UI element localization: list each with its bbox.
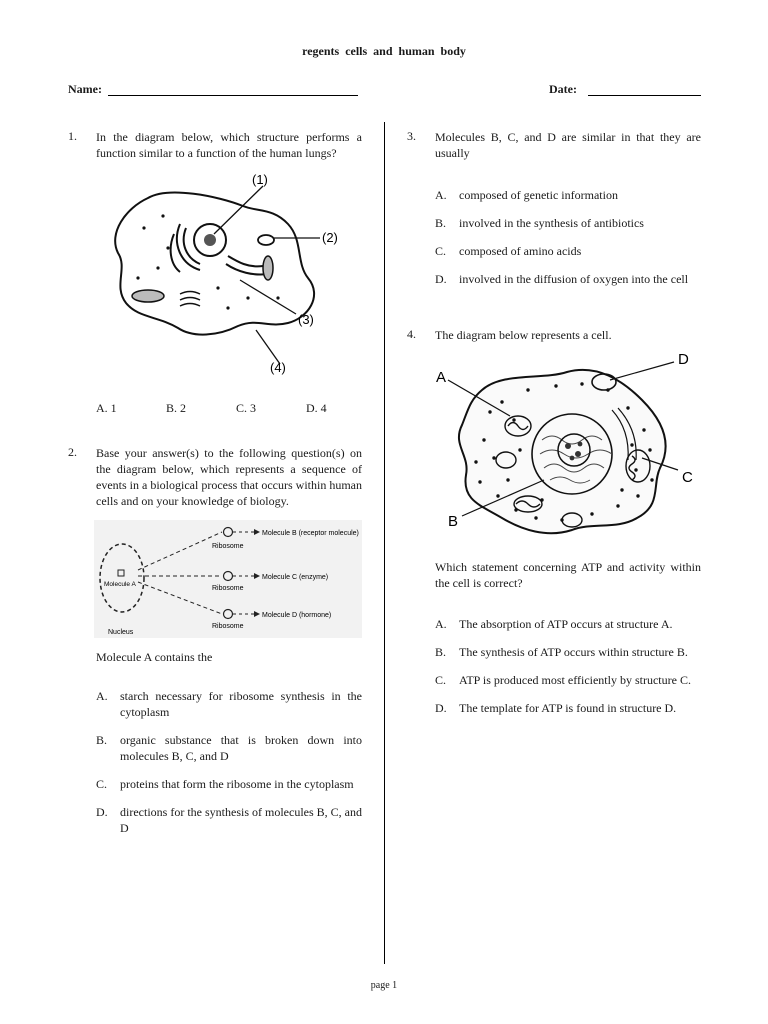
q3-text: Molecules B, C, and D are similar in that they are usually	[435, 130, 701, 160]
q3-option-b-text: involved in the synthesis of antibiotics	[459, 216, 644, 230]
q4-option-b[interactable]	[435, 644, 701, 660]
q4-text: The diagram below represents a cell.	[435, 328, 612, 342]
q4-option-d-letter: D.	[435, 701, 447, 715]
q1-choice-b[interactable]: B. 2	[166, 401, 187, 415]
q3-option-d-text: involved in the diffusion of oxygen into the cell	[459, 272, 689, 286]
q3-option-a-text: composed of genetic information	[459, 188, 618, 202]
molecule-b-label: Molecule B (receptor molecule)	[262, 530, 359, 537]
q2-option-c[interactable]	[96, 776, 362, 792]
q4-cell-diagram	[432, 350, 702, 540]
q2-option-d[interactable]	[96, 804, 362, 836]
q3-option-c-text: composed of amino acids	[459, 244, 582, 258]
q1-label-4: (4)	[270, 360, 286, 375]
q2-number: 2.	[68, 445, 77, 459]
q4-label-c: C	[682, 469, 693, 486]
q1-number: 1.	[68, 129, 77, 143]
q3-number: 3.	[407, 129, 416, 143]
q2-option-a-text: starch necessary for ribosome synthesis in the cytoplasm	[120, 689, 362, 719]
q1-choice-c[interactable]: C. 3	[236, 401, 257, 415]
molecule-a-label: Molecule A	[104, 581, 136, 588]
q1-text: In the diagram below, which structure performs a function similar to a function of the human lungs?	[96, 130, 362, 160]
q1-cell-diagram	[108, 168, 358, 383]
molecule-c-label: Molecule C (enzyme)	[262, 574, 329, 581]
page-number: page 1	[370, 980, 398, 991]
q2-option-a[interactable]	[96, 688, 362, 720]
q2-stem: Molecule A contains the	[96, 650, 213, 664]
q3-option-d-letter: D.	[435, 272, 447, 286]
q4-label-d: D	[678, 351, 689, 368]
q4-option-a[interactable]	[435, 616, 701, 632]
q2-option-d-letter: D.	[96, 805, 108, 819]
q2-option-b-letter: B.	[96, 733, 108, 747]
q4-stem: Which statement concerning ATP and activity within the cell is correct?	[435, 560, 701, 590]
q1-label-3: (3)	[298, 312, 314, 327]
q1-label-1: (1)	[252, 172, 268, 187]
name-label: Name:	[68, 82, 102, 96]
q1-choice-d[interactable]: D. 4	[306, 401, 327, 415]
q4-option-c-letter: C.	[435, 673, 447, 687]
q2-text: Base your answer(s) to the following question(s) on the diagram below, which represents a sequence of events in a biological process that occurs within human cells and on your knowledge of biology.	[96, 446, 362, 508]
q3-option-c-letter: C.	[435, 244, 447, 258]
q2-options	[96, 688, 362, 836]
q3-options	[435, 187, 701, 287]
q4-option-d-text: The template for ATP is found in structure D.	[459, 701, 677, 715]
q4-option-d[interactable]	[435, 700, 701, 716]
q4-option-c[interactable]	[435, 672, 701, 688]
q2-option-c-letter: C.	[96, 777, 108, 791]
q3-option-a-letter: A.	[435, 188, 447, 202]
ribosome-label-2: Ribosome	[212, 585, 244, 592]
q4-option-c-text: ATP is produced most efficiently by structure C.	[459, 673, 691, 687]
q3-option-b[interactable]	[435, 215, 701, 231]
q2-option-c-text: proteins that form the ribosome in the cytoplasm	[120, 777, 354, 791]
ribosome-label-3: Ribosome	[212, 623, 244, 630]
q2-protein-synthesis-diagram	[94, 520, 362, 638]
q2-option-b[interactable]	[96, 732, 362, 764]
vacuole-shape	[258, 235, 274, 245]
q1-choice-a[interactable]: A. 1	[96, 401, 117, 415]
q4-label-b: B	[448, 513, 459, 530]
date-label: Date:	[549, 82, 577, 96]
nucleolus-shape	[204, 234, 216, 246]
q4-options	[435, 616, 701, 716]
q4-option-a-letter: A.	[435, 617, 447, 631]
ribosome-label-1: Ribosome	[212, 543, 244, 550]
q3-option-a[interactable]	[435, 187, 701, 203]
q3-option-b-letter: B.	[435, 216, 447, 230]
q2-option-b-text: organic substance that is broken down into molecules B, C, and D	[120, 733, 362, 763]
q4-option-b-letter: B.	[435, 645, 447, 659]
nucleus-label: Nucleus	[108, 629, 134, 636]
q2-option-d-text: directions for the synthesis of molecules B, C, and D	[120, 805, 362, 835]
q3-option-c[interactable]	[435, 243, 701, 259]
q4-option-a-text: The absorption of ATP occurs at structure A.	[459, 617, 673, 631]
q4-label-a: A	[436, 369, 447, 386]
molecule-d-label: Molecule D (hormone)	[262, 612, 332, 619]
document-title: regents cells and human body	[302, 44, 466, 58]
date-blank-line	[588, 95, 701, 96]
column-divider	[384, 122, 385, 964]
q1-label-2: (2)	[322, 230, 338, 245]
q4-number: 4.	[407, 327, 416, 341]
q2-option-a-letter: A.	[96, 689, 108, 703]
q4-option-b-text: The synthesis of ATP occurs within structure B.	[459, 645, 688, 659]
name-blank-line	[108, 95, 358, 96]
q3-option-d[interactable]	[435, 271, 701, 287]
q1-answer-choices	[96, 401, 376, 416]
